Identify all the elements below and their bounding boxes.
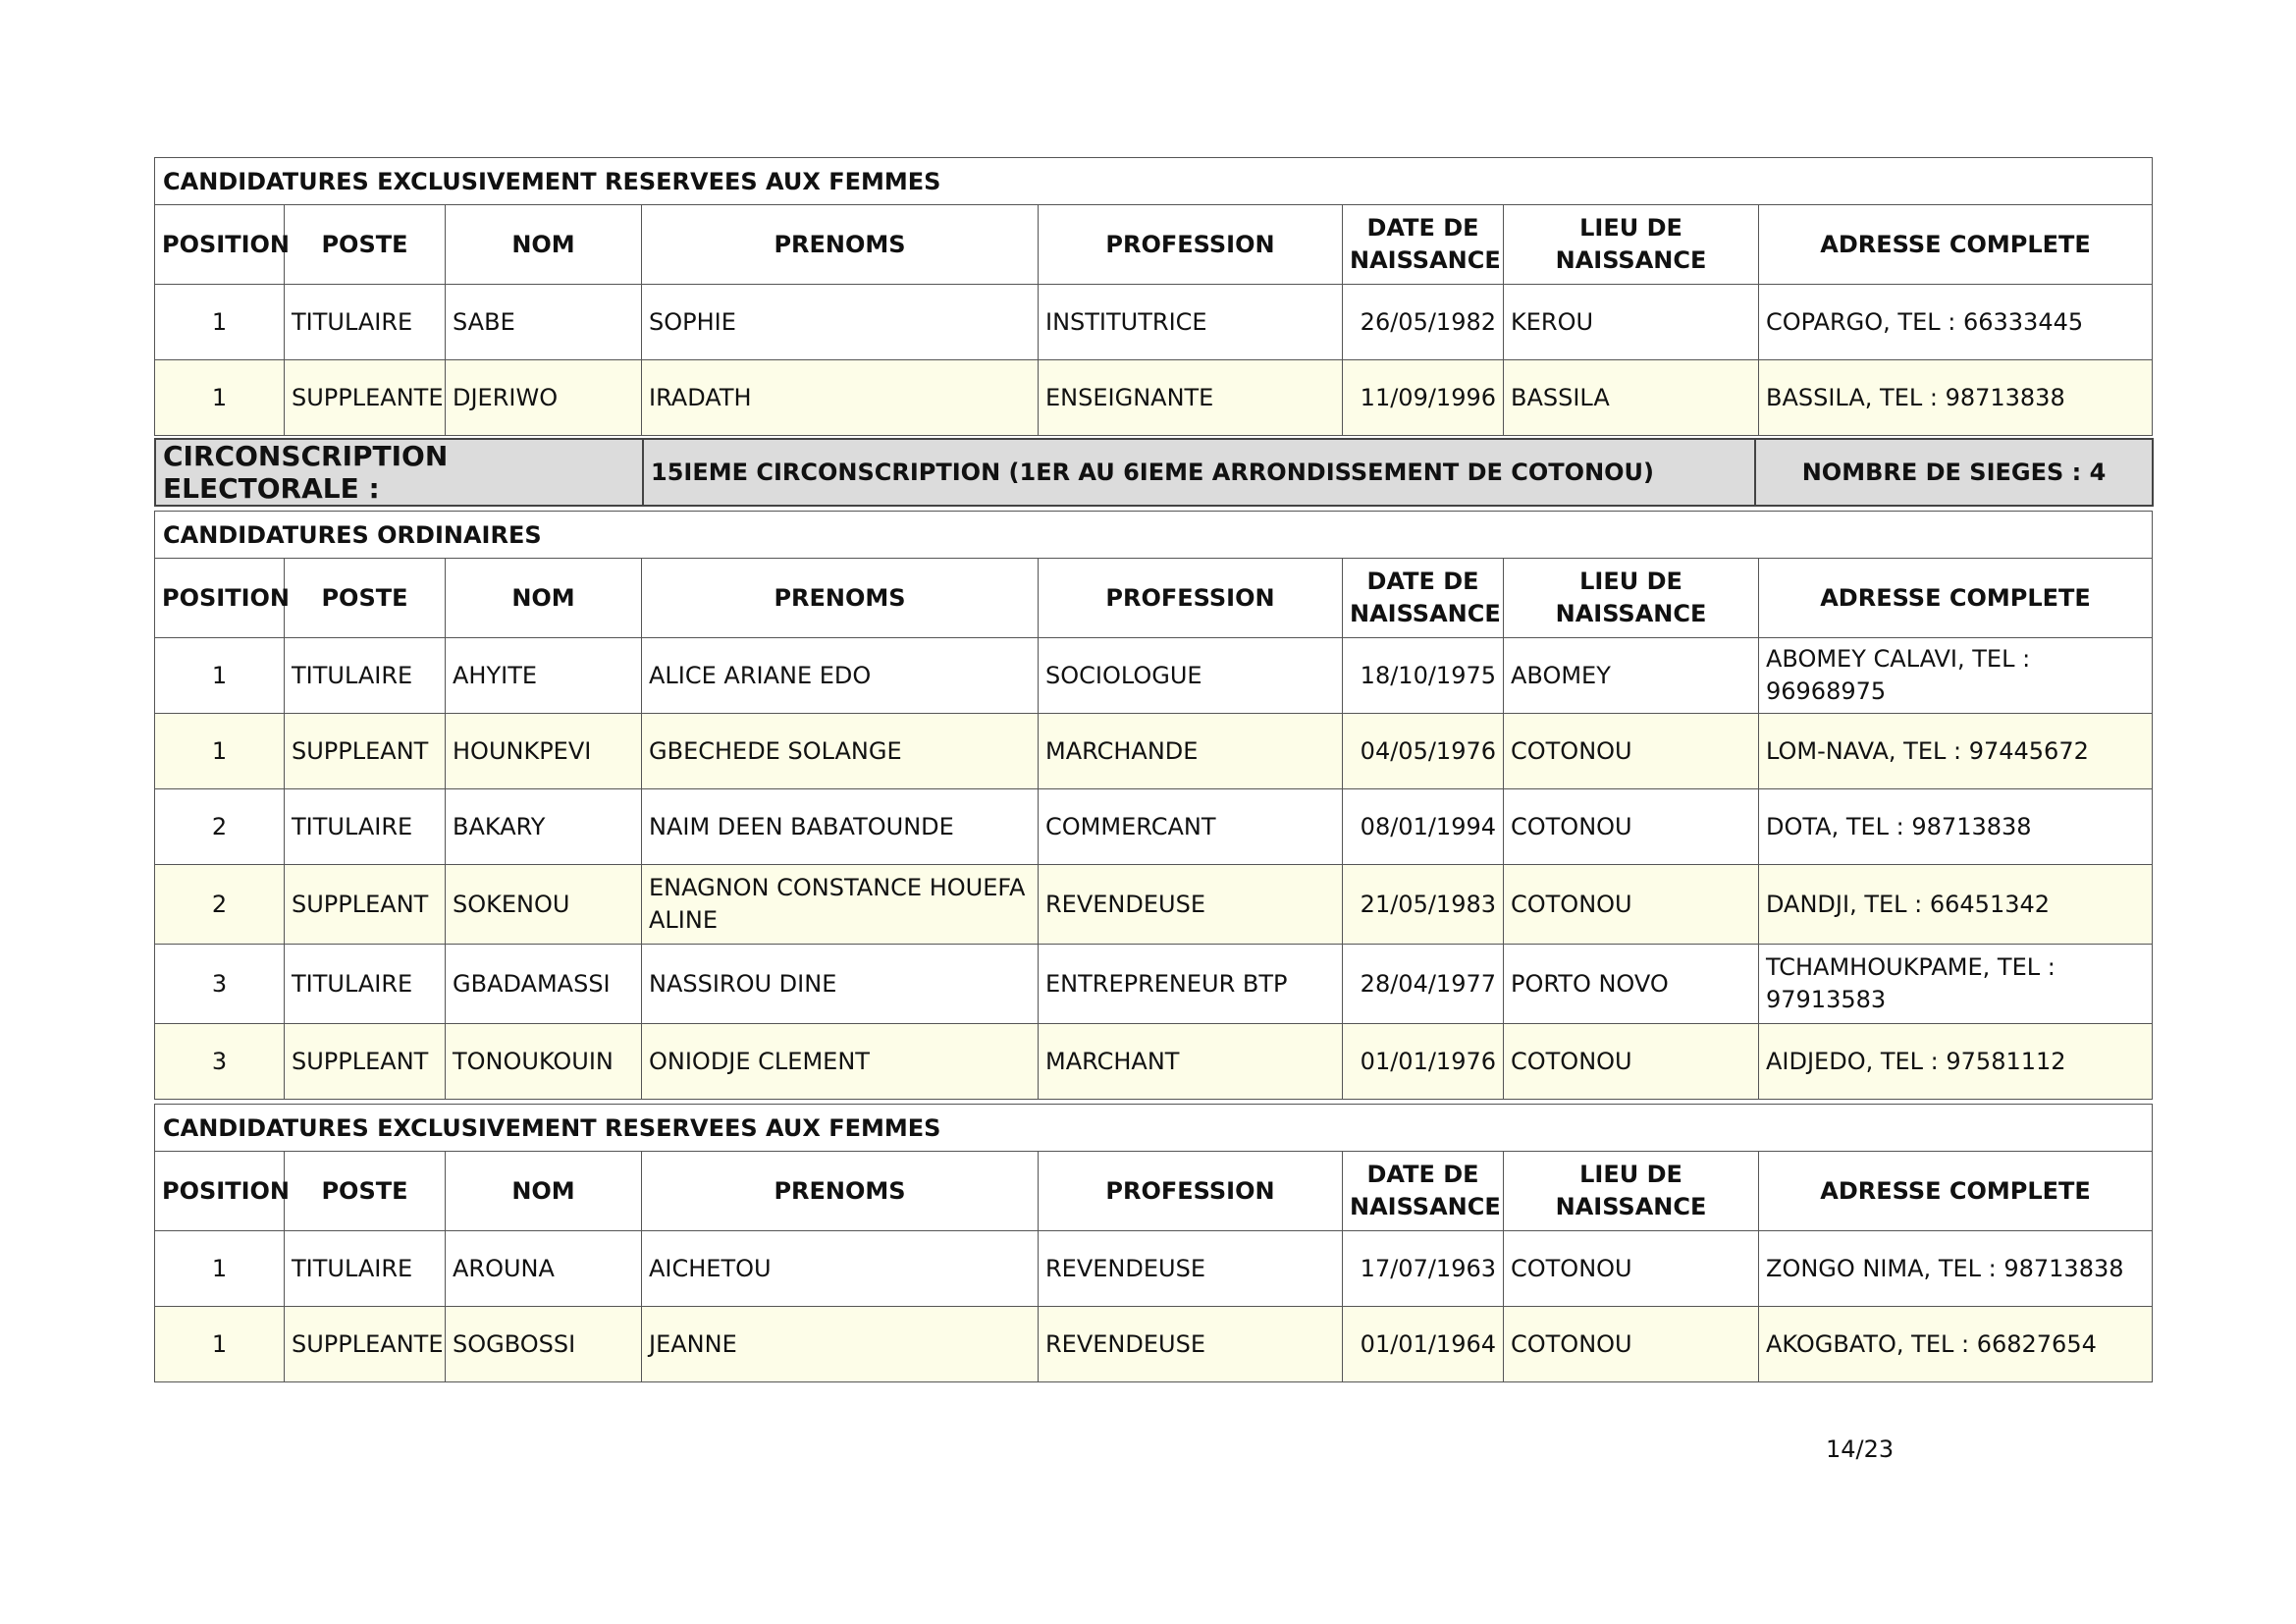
col-profession: PROFESSION <box>1039 205 1343 285</box>
cell-lieu: COTONOU <box>1504 714 1759 789</box>
cell-prenoms: NAIM DEEN BABATOUNDE <box>642 789 1039 865</box>
cell-date: 18/10/1975 <box>1343 638 1504 714</box>
cell-date: 21/05/1983 <box>1343 865 1504 945</box>
table-row <box>155 1307 2153 1382</box>
cell-profession: REVENDEUSE <box>1039 1231 1343 1307</box>
cell-position: 1 <box>155 285 285 360</box>
col-poste: POSTE <box>285 559 446 638</box>
cell-position: 3 <box>155 945 285 1024</box>
cell-position: 1 <box>155 714 285 789</box>
header-row <box>155 1152 2153 1231</box>
col-poste: POSTE <box>285 1152 446 1231</box>
col-prenoms: PRENOMS <box>642 205 1039 285</box>
section-title: CANDIDATURES ORDINAIRES <box>155 512 2153 559</box>
cell-adresse: TCHAMHOUKPAME, TEL : 97913583 <box>1759 945 2153 1024</box>
header-row <box>155 205 2153 285</box>
section-title: CANDIDATURES EXCLUSIVEMENT RESERVEES AUX FEMMES <box>155 158 2153 205</box>
cell-lieu: ABOMEY <box>1504 638 1759 714</box>
col-position: POSITION <box>155 1152 285 1231</box>
col-position: POSITION <box>155 205 285 285</box>
table-row <box>155 789 2153 865</box>
cell-adresse: LOM-NAVA, TEL : 97445672 <box>1759 714 2153 789</box>
cell-nom: AHYITE <box>446 638 642 714</box>
cell-poste: TITULAIRE <box>285 285 446 360</box>
cell-profession: ENSEIGNANTE <box>1039 360 1343 436</box>
col-adresse: ADRESSE COMPLETE <box>1759 205 2153 285</box>
col-profession: PROFESSION <box>1039 1152 1343 1231</box>
col-position: POSITION <box>155 559 285 638</box>
cell-nom: HOUNKPEVI <box>446 714 642 789</box>
col-adresse: ADRESSE COMPLETE <box>1759 1152 2153 1231</box>
cell-prenoms: AICHETOU <box>642 1231 1039 1307</box>
cell-profession: REVENDEUSE <box>1039 1307 1343 1382</box>
cell-profession: COMMERCANT <box>1039 789 1343 865</box>
cell-profession: INSTITUTRICE <box>1039 285 1343 360</box>
cell-position: 2 <box>155 789 285 865</box>
cell-profession: REVENDEUSE <box>1039 865 1343 945</box>
col-prenoms: PRENOMS <box>642 559 1039 638</box>
col-lieu-naissance: LIEU DE NAISSANCE <box>1504 559 1759 638</box>
cell-profession: MARCHANDE <box>1039 714 1343 789</box>
col-nom: NOM <box>446 559 642 638</box>
cell-prenoms: IRADATH <box>642 360 1039 436</box>
cell-lieu: KEROU <box>1504 285 1759 360</box>
table-row <box>155 714 2153 789</box>
cell-date: 04/05/1976 <box>1343 714 1504 789</box>
circonscription-name: 15IEME CIRCONSCRIPTION (1ER AU 6IEME ARRONDISSEMENT DE COTONOU) <box>643 439 1755 506</box>
cell-profession: MARCHANT <box>1039 1024 1343 1100</box>
cell-adresse: BASSILA, TEL : 98713838 <box>1759 360 2153 436</box>
cell-nom: TONOUKOUIN <box>446 1024 642 1100</box>
cell-prenoms: NASSIROU DINE <box>642 945 1039 1024</box>
col-adresse: ADRESSE COMPLETE <box>1759 559 2153 638</box>
table-row <box>155 1231 2153 1307</box>
cell-adresse: COPARGO, TEL : 66333445 <box>1759 285 2153 360</box>
cell-adresse: AKOGBATO, TEL : 66827654 <box>1759 1307 2153 1382</box>
cell-date: 08/01/1994 <box>1343 789 1504 865</box>
cell-lieu: COTONOU <box>1504 1307 1759 1382</box>
cell-position: 1 <box>155 1231 285 1307</box>
table-row <box>155 360 2153 436</box>
cell-lieu: COTONOU <box>1504 1024 1759 1100</box>
cell-adresse: ABOMEY CALAVI, TEL : 96968975 <box>1759 638 2153 714</box>
header-row <box>155 559 2153 638</box>
cell-profession: ENTREPRENEUR BTP <box>1039 945 1343 1024</box>
page-number: 14/23 <box>1826 1435 1895 1463</box>
col-nom: NOM <box>446 205 642 285</box>
cell-poste: SUPPLEANTE <box>285 360 446 436</box>
cell-poste: TITULAIRE <box>285 789 446 865</box>
cell-nom: SABE <box>446 285 642 360</box>
cell-adresse: DOTA, TEL : 98713838 <box>1759 789 2153 865</box>
cell-adresse: AIDJEDO, TEL : 97581112 <box>1759 1024 2153 1100</box>
cell-lieu: BASSILA <box>1504 360 1759 436</box>
circonscription-label: CIRCONSCRIPTION ELECTORALE : <box>155 439 643 506</box>
table-row <box>155 865 2153 945</box>
table-row <box>155 638 2153 714</box>
cell-poste: SUPPLEANT <box>285 714 446 789</box>
cell-date: 01/01/1964 <box>1343 1307 1504 1382</box>
cell-poste: SUPPLEANT <box>285 865 446 945</box>
sieges-count: NOMBRE DE SIEGES : 4 <box>1755 439 2153 506</box>
cell-adresse: ZONGO NIMA, TEL : 98713838 <box>1759 1231 2153 1307</box>
table-women-candidates-1 <box>154 157 2153 436</box>
cell-poste: TITULAIRE <box>285 1231 446 1307</box>
cell-lieu: PORTO NOVO <box>1504 945 1759 1024</box>
cell-prenoms: JEANNE <box>642 1307 1039 1382</box>
col-poste: POSTE <box>285 205 446 285</box>
cell-position: 1 <box>155 1307 285 1382</box>
cell-prenoms: ENAGNON CONSTANCE HOUEFA ALINE <box>642 865 1039 945</box>
cell-nom: AROUNA <box>446 1231 642 1307</box>
cell-adresse: DANDJI, TEL : 66451342 <box>1759 865 2153 945</box>
table-women-candidates-2 <box>154 1104 2153 1382</box>
col-lieu-naissance: LIEU DE NAISSANCE <box>1504 205 1759 285</box>
section-title: CANDIDATURES EXCLUSIVEMENT RESERVEES AUX FEMMES <box>155 1105 2153 1152</box>
cell-nom: SOGBOSSI <box>446 1307 642 1382</box>
cell-lieu: COTONOU <box>1504 865 1759 945</box>
table-row <box>155 285 2153 360</box>
cell-date: 11/09/1996 <box>1343 360 1504 436</box>
cell-date: 17/07/1963 <box>1343 1231 1504 1307</box>
cell-nom: DJERIWO <box>446 360 642 436</box>
cell-date: 28/04/1977 <box>1343 945 1504 1024</box>
cell-prenoms: ALICE ARIANE EDO <box>642 638 1039 714</box>
cell-date: 26/05/1982 <box>1343 285 1504 360</box>
col-nom: NOM <box>446 1152 642 1231</box>
cell-profession: SOCIOLOGUE <box>1039 638 1343 714</box>
col-prenoms: PRENOMS <box>642 1152 1039 1231</box>
cell-prenoms: SOPHIE <box>642 285 1039 360</box>
cell-poste: TITULAIRE <box>285 638 446 714</box>
cell-nom: SOKENOU <box>446 865 642 945</box>
table-ordinary-candidates <box>154 511 2153 1100</box>
cell-position: 3 <box>155 1024 285 1100</box>
cell-poste: TITULAIRE <box>285 945 446 1024</box>
cell-nom: GBADAMASSI <box>446 945 642 1024</box>
col-date-naissance: DATE DE NAISSANCE <box>1343 1152 1504 1231</box>
table-row <box>155 1024 2153 1100</box>
cell-position: 1 <box>155 360 285 436</box>
cell-prenoms: GBECHEDE SOLANGE <box>642 714 1039 789</box>
cell-date: 01/01/1976 <box>1343 1024 1504 1100</box>
col-lieu-naissance: LIEU DE NAISSANCE <box>1504 1152 1759 1231</box>
circonscription-banner <box>154 438 2154 507</box>
cell-position: 1 <box>155 638 285 714</box>
cell-poste: SUPPLEANTE <box>285 1307 446 1382</box>
cell-lieu: COTONOU <box>1504 1231 1759 1307</box>
cell-nom: BAKARY <box>446 789 642 865</box>
col-profession: PROFESSION <box>1039 559 1343 638</box>
cell-lieu: COTONOU <box>1504 789 1759 865</box>
document-page <box>154 157 2152 1382</box>
cell-position: 2 <box>155 865 285 945</box>
table-row <box>155 945 2153 1024</box>
col-date-naissance: DATE DE NAISSANCE <box>1343 205 1504 285</box>
cell-prenoms: ONIODJE CLEMENT <box>642 1024 1039 1100</box>
col-date-naissance: DATE DE NAISSANCE <box>1343 559 1504 638</box>
cell-poste: SUPPLEANT <box>285 1024 446 1100</box>
